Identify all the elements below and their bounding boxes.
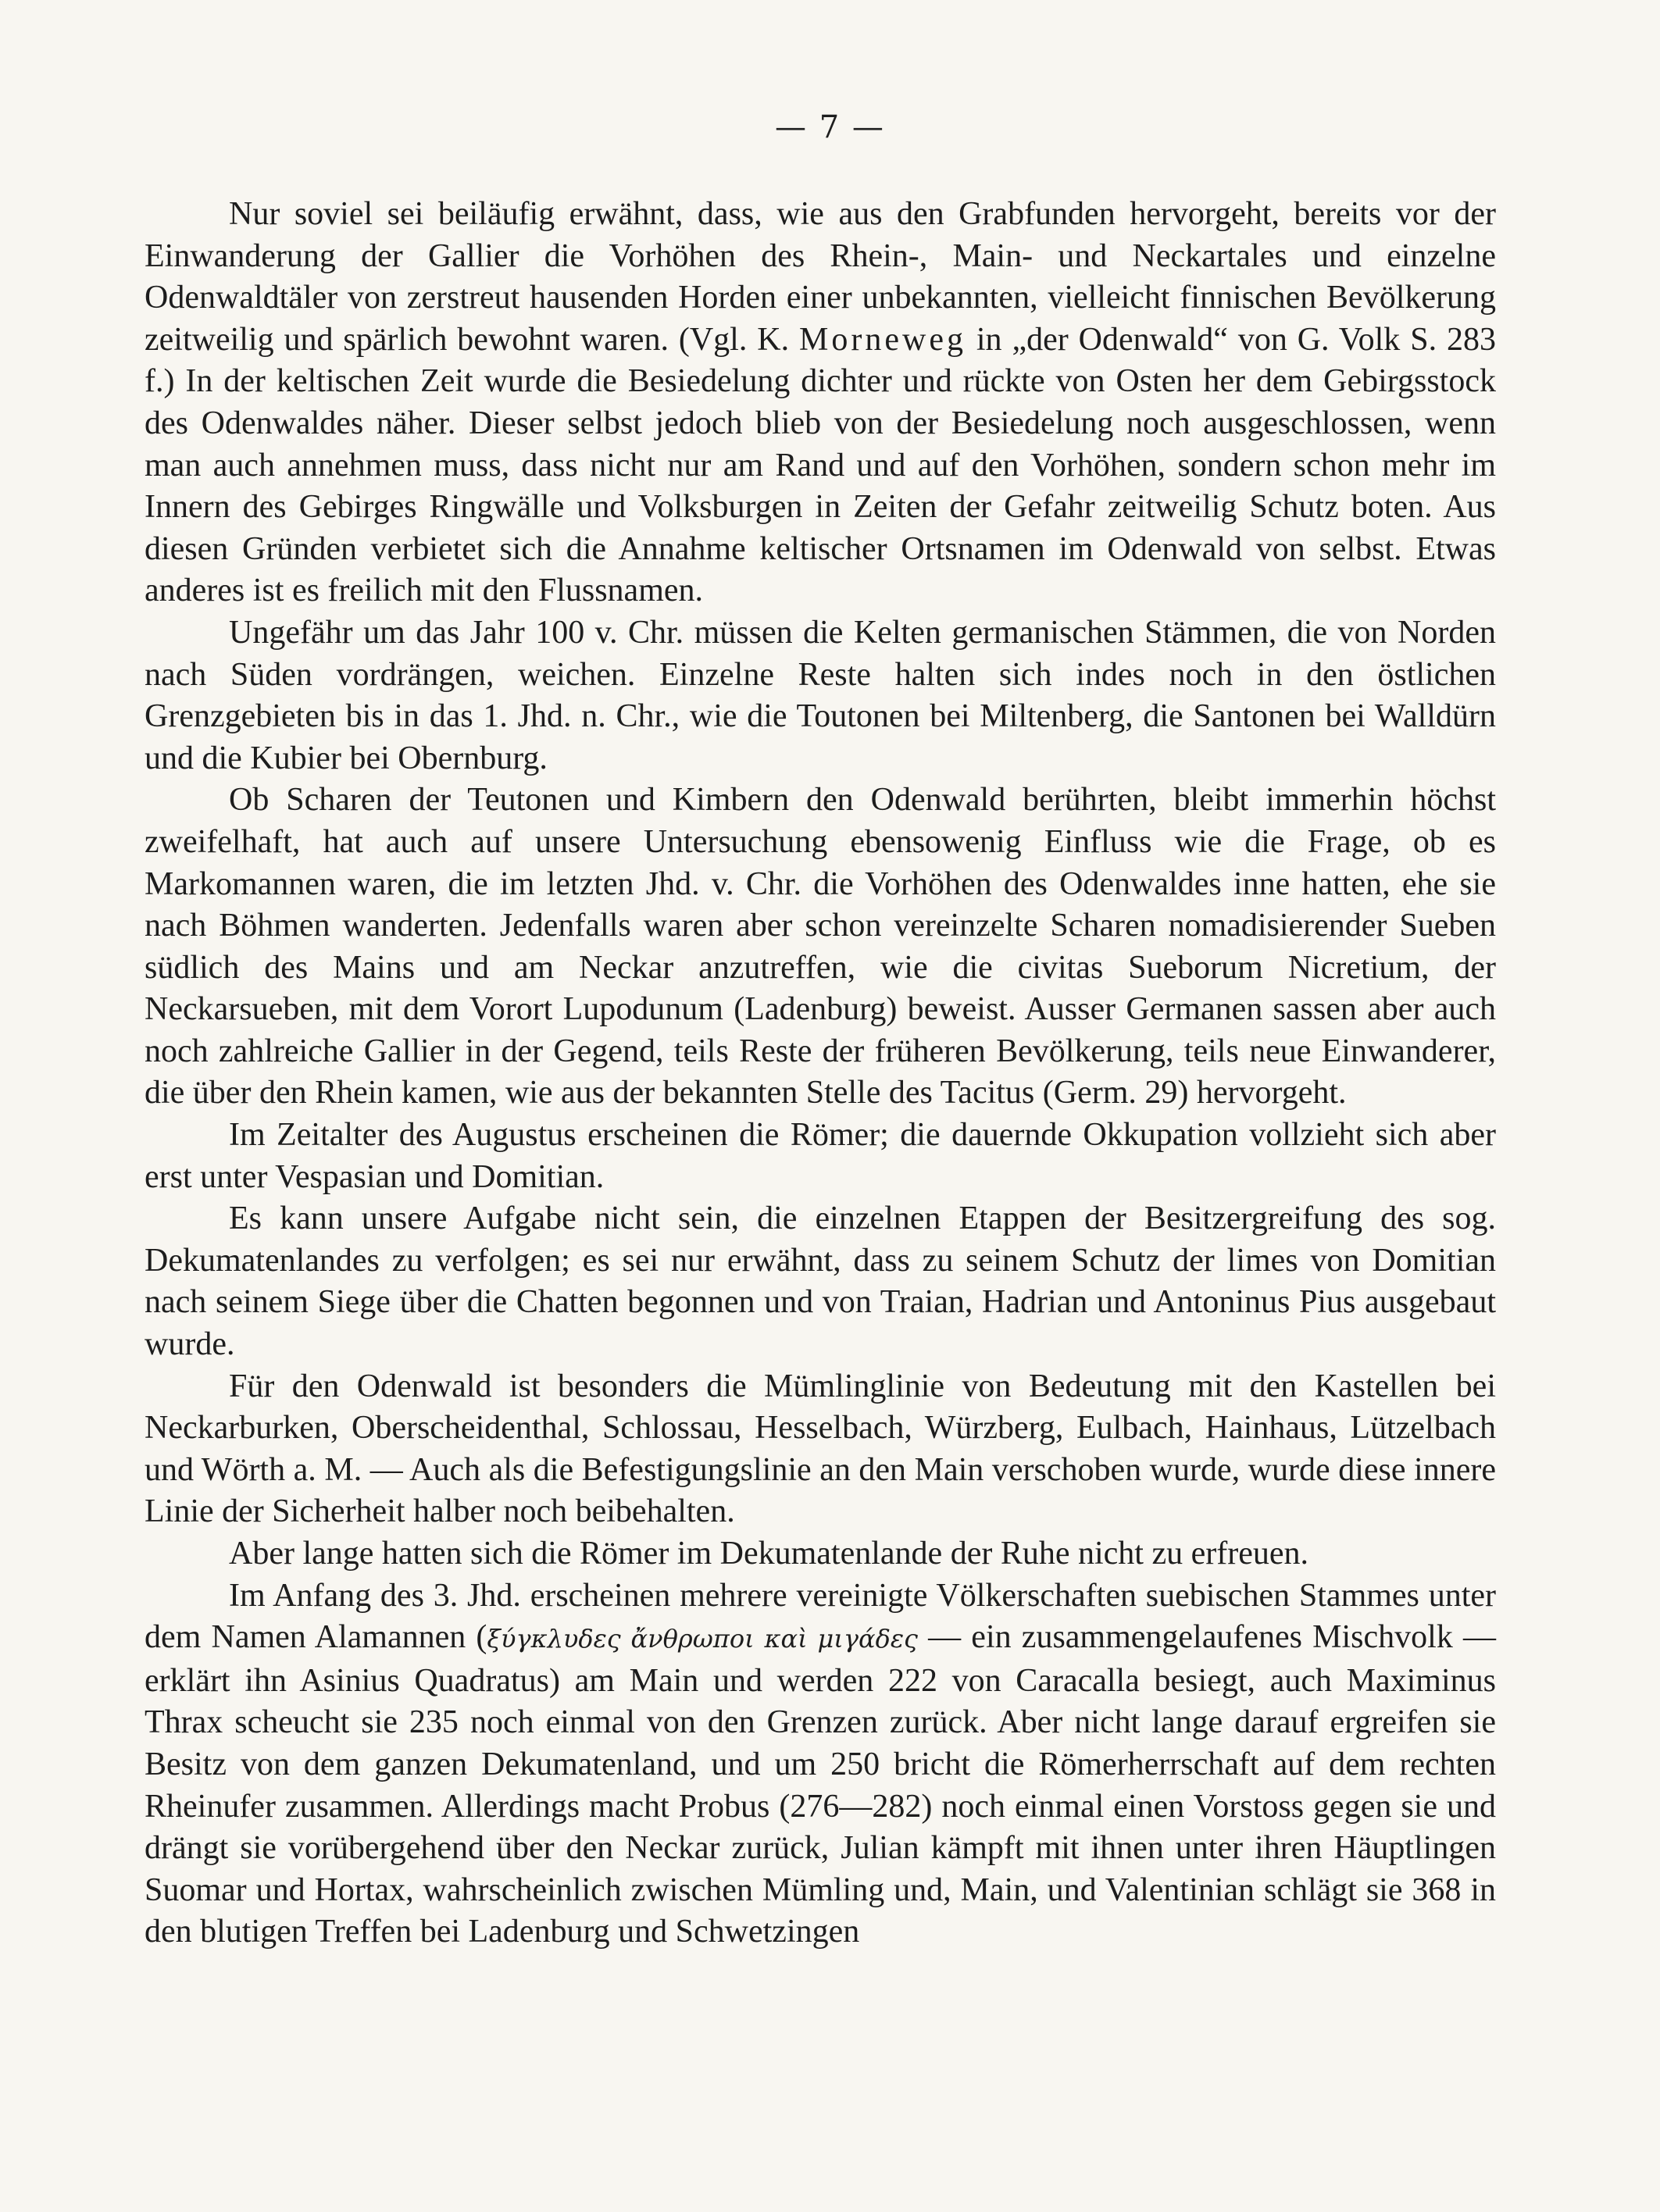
body-text	[145, 194, 1496, 1953]
paragraph	[145, 1575, 1496, 1953]
paragraph: Im Zeitalter des Augustus erscheinen die Römer; die dauernde Okkupation vollzieht sich aber erst unter Vespasian und Domitian.	[145, 1117, 1496, 1195]
author-name: Morneweg	[799, 321, 966, 358]
paragraph-text: Nur soviel sei beiläufig erwähnt, dass, wie aus den Grabfunden hervorgeht, bereits vor der Einwanderung der Gallier die Vorhöhen des Rhein-, Main- und Neckartales und einzelne Odenwaldtäler von zerstreut hausenden Horden einer unbekannten, vielleicht finnischen Bevölkerung zeitweilig und spärlich bewohnt waren. (Vgl. K.	[145, 196, 1496, 358]
paragraph	[145, 194, 1496, 612]
paragraph: Aber lange hatten sich die Römer im Dekumatenlande der Ruhe nicht zu erfreuen.	[229, 1536, 1308, 1572]
paragraph: Ungefähr um das Jahr 100 v. Chr. müssen die Kelten germanischen Stämmen, die von Norden nach Süden vordrängen, weichen. Einzelne Reste halten sich indes noch in den östlichen Grenzgebieten bis in das 1. Jhd. n. Chr., wie die Toutonen bei Miltenberg, die Santonen bei Walldürn und die Kubier bei Obernburg.	[145, 614, 1496, 776]
paragraph-text: — ein zusammengelaufenes Mischvolk — erklärt ihn Asinius Quadratus) am Main und werden 222 von Caracalla besiegt, auch Maximinus Thrax scheucht sie 235 noch einmal von den Grenzen zurück. Aber nicht lange darauf ergreifen sie Besitz von dem ganzen Dekumatenland, und um 250 bricht die Römerherrschaft auf dem rechten Rheinufer zusammen. Allerdings macht Probus (276—282) noch einmal einen Vorstoss gegen sie und drängt sie vorübergehend über den Neckar zurück, Julian kämpft mit ihnen unter ihren Häuptlingen Suomar und Hortax, wahrscheinlich zwischen Mümling und, Main, und Valentinian schlägt sie 368 in den blutigen Treffen bei Ladenburg und Schwetzingen	[145, 1619, 1497, 1950]
paragraph-text: in „der Odenwald“ von G. Volk S. 283 f.) In der keltischen Zeit wurde die Besiedelung dichter und rückte von Osten her dem Gebirgsstock des Odenwaldes näher. Dieser selbst jedoch blieb von der Besiedelung noch ausgeschlossen, wenn man auch annehmen muss, dass nicht nur am Rand und auf den Vorhöhen, sondern schon mehr im Innern des Gebirges Ringwälle und Volksburgen in Zeiten der Gefahr zeitweilig Schutz boten. Aus diesen Gründen verbietet sich die Annahme keltischer Ortsnamen im Odenwald von selbst. Etwas anderes ist es freilich mit den Flussnamen.	[145, 321, 1496, 609]
paragraph: Ob Scharen der Teutonen und Kimbern den Odenwald berührten, bleibt immerhin höchst zweifelhaft, hat auch auf unsere Untersuchung ebensowenig Einfluss wie die Frage, ob es Markomannen waren, die im letzten Jhd. v. Chr. die Vorhöhen des Odenwaldes inne hatten, ehe sie nach Böhmen wanderten. Jedenfalls waren aber schon vereinzelte Scharen nomadisierender Sueben südlich des Mains und am Neckar anzutreffen, wie die civitas Sueborum Nicretium, der Neckarsueben, mit dem Vorort Lupodunum (Ladenburg) beweist. Ausser Germanen sassen aber auch noch zahlreiche Gallier in der Gegend, teils Reste der früheren Bevölkerung, teils neue Einwanderer, die über den Rhein kamen, wie aus der bekannten Stelle des Tacitus (Germ. 29) hervorgeht.	[145, 782, 1496, 1111]
greek-quotation: ξύγκλυδες ἄνθρωποι καὶ μιγάδες	[487, 1624, 918, 1654]
paragraph: Für den Odenwald ist besonders die Mümlinglinie von Bedeutung mit den Kastellen bei Neckarburken, Oberscheidenthal, Schlossau, Hesselbach, Würzberg, Eulbach, Hainhaus, Lützelbach und Wörth a. M. — Auch als die Befestigungslinie an den Main verschoben wurde, wurde diese innere Linie der Sicherheit halber noch beibehalten.	[145, 1368, 1496, 1530]
page-number: — 7 —	[775, 109, 885, 145]
paragraph-text: Im Anfang des 3. Jhd. erscheinen mehrere vereinigte Völkerschaften suebischen Stammes unter dem Namen Alamannen (	[145, 1577, 1496, 1656]
paragraph: Es kann unsere Aufgabe nicht sein, die einzelnen Etappen der Besitzergreifung des sog. Dekumatenlandes zu verfolgen; es sei nur erwähnt, dass zu seinem Schutz der limes von Domitian nach seinem Siege über die Chatten begonnen und von Traian, Hadrian und Antoninus Pius ausgebaut wurde.	[145, 1201, 1496, 1363]
